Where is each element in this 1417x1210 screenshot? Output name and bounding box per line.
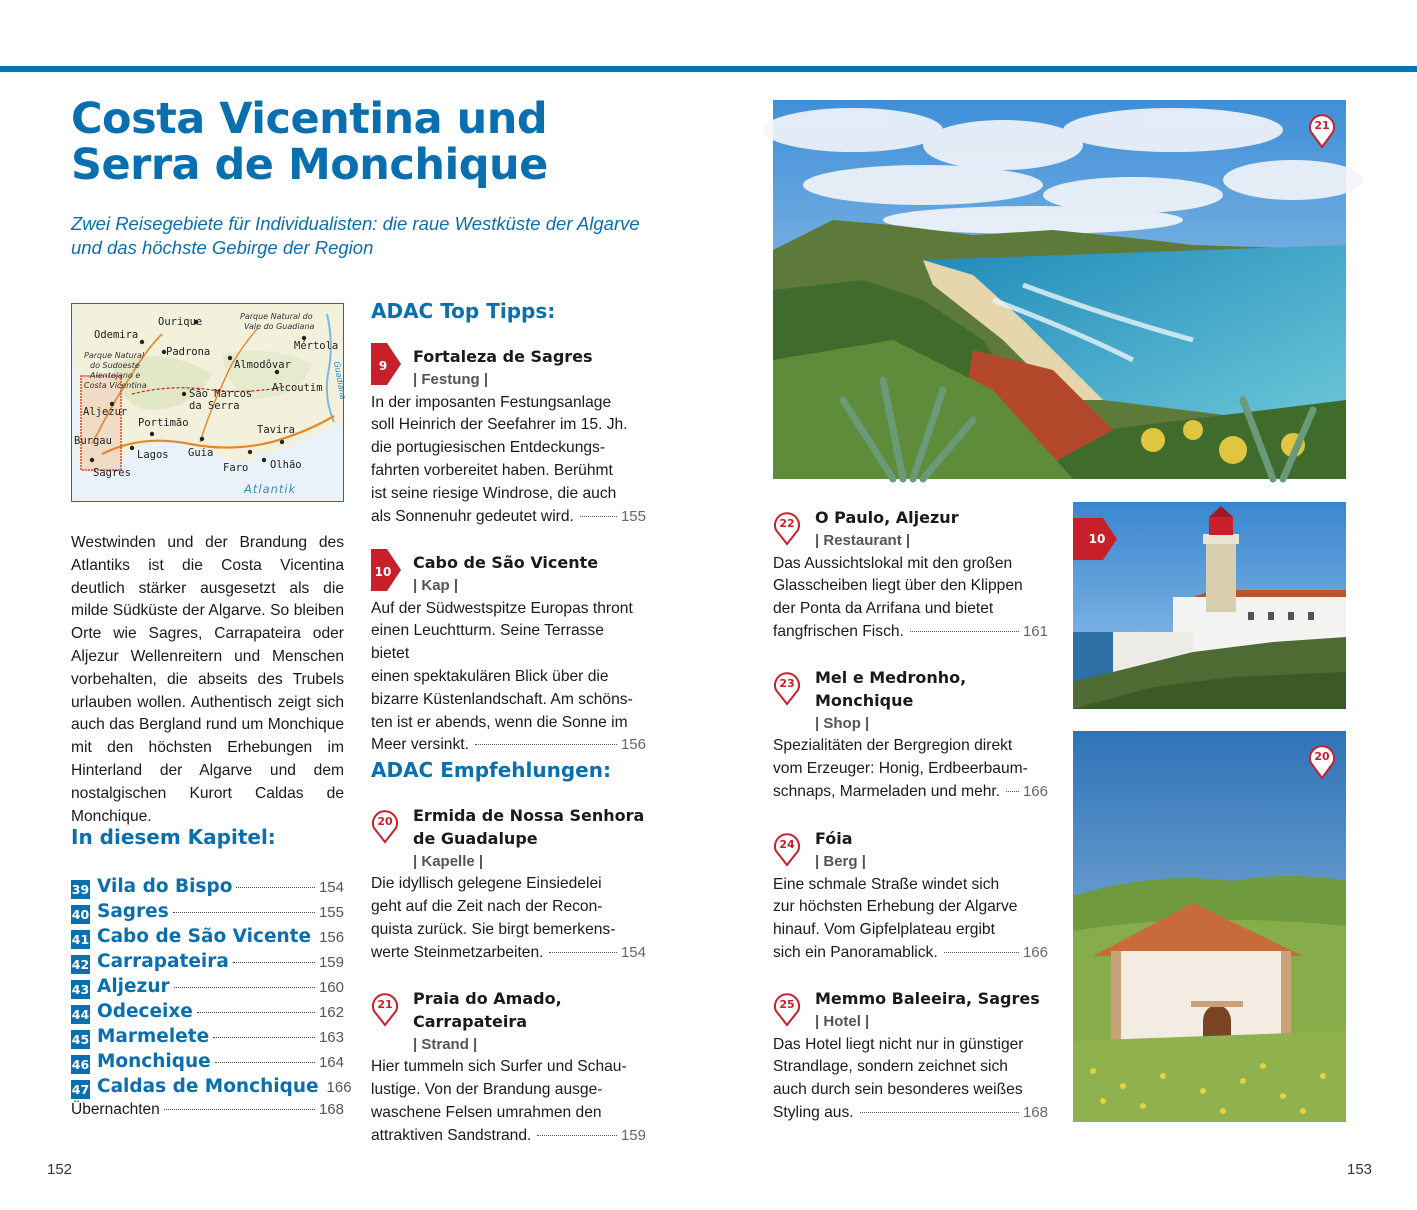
- page-number-right: 153: [1347, 1161, 1373, 1178]
- pin-number: 21: [1314, 119, 1330, 132]
- top-tip-number: 9: [378, 359, 388, 373]
- chapter-number: 45: [71, 1032, 90, 1047]
- chapter-name: Carrapateira: [97, 951, 229, 972]
- top-rule: [0, 66, 1417, 72]
- chapter-list: [71, 876, 352, 1126]
- top-tip-marker-icon: [371, 343, 401, 385]
- chapter-entry[interactable]: [71, 1076, 352, 1101]
- chapter-page: 166: [326, 1079, 352, 1096]
- chapel-photo: [1073, 731, 1346, 1122]
- pin-number: 23: [779, 677, 795, 690]
- top-tip-entry[interactable]: 10 Cabo de São Vicente | Kap | Auf der Südwestspitze Europas thront einen Leuchtturm. Seine Terrasse bietet einen spektakulären Blick über die bizarre Küstenlandschaft. Am schöns- ten ist er abends, wenn die Sonne im Meer versinkt. 156: [371, 552, 646, 757]
- map-label-almodovar: Almodôvar: [234, 359, 291, 371]
- chapter-name: Aljezur: [97, 976, 170, 997]
- recommendation-page: 161: [1022, 622, 1048, 640]
- chapter-name: Vila do Bispo: [97, 876, 233, 897]
- recommendation-title: Ermida de Nossa Senhora: [413, 806, 645, 825]
- map-label-parque-sw-4: Costa Vicentina: [84, 381, 147, 390]
- map-pin-icon: [371, 991, 399, 1027]
- map-pin-icon: [371, 808, 399, 844]
- recommendation-title: Mel e Medronho,: [815, 668, 967, 687]
- recommendation-page: 159: [620, 1126, 646, 1144]
- chapter-page: 164: [318, 1054, 344, 1071]
- chapter-entry[interactable]: [71, 951, 344, 976]
- top-tip-number: 10: [374, 565, 392, 579]
- map-pin-icon: [773, 991, 801, 1027]
- recommendation-entry[interactable]: 22 O Paulo, Aljezur | Restaurant | Das Aussichtslokal mit den großen Glasscheiben liegt über den Klippen der Ponta da Arrifana und bietet fangfrischen Fisch. 161: [773, 507, 1048, 644]
- map-label-tavira: Tavira: [257, 424, 295, 436]
- chapter-entry[interactable]: [71, 876, 344, 901]
- chapter-name: Marmelete: [97, 1026, 210, 1047]
- map-label-lagos: Lagos: [137, 449, 169, 461]
- region-map: [71, 303, 348, 502]
- chapter-page: 155: [318, 904, 344, 921]
- pin-number: 25: [779, 998, 795, 1011]
- chapter-list-heading: In diesem Kapitel:: [71, 825, 276, 849]
- chapel-photo-pin-icon: [1308, 742, 1336, 780]
- map-pin-icon: [773, 831, 801, 867]
- map-label-sagres: Sagres: [93, 467, 131, 479]
- chapter-name: Odeceixe: [97, 1001, 193, 1022]
- intro-text: Westwinden und der Brandung des Atlantiks ist die Costa Vicentina deutlich stärker ausgesetzt als die milde Südküste der Algarve. So bleiben Orte wie Sagres, Carrapateira oder Aljezur Wellenreitern und Menschen vorbehalten, die abseits des Trubels urlauben wollen. Authentisch zeigt sich auch das Bergland rund um Monchique mit den höchsten Erhebungen im Hinterland der Algarve und dem nostalgischen Kurort Caldas de Monchique.: [71, 534, 344, 825]
- map-label-parque-sw-2: do Sudoeste: [90, 361, 140, 370]
- recommendation-entry[interactable]: 25 Memmo Baleeira, Sagres | Hotel | Das Hotel liegt nicht nur in günstiger Strandlage, sondern zeichnet sich auch durch sein besonderes weißes Styling aus. 168: [773, 988, 1048, 1125]
- beach-photo: [773, 100, 1346, 479]
- pin-number: 24: [779, 838, 795, 851]
- overnight-entry[interactable]: [71, 1101, 344, 1126]
- chapter-number: 41: [71, 932, 90, 947]
- chapter-entry[interactable]: [71, 1051, 344, 1076]
- chapter-page: 162: [318, 1004, 344, 1021]
- map-label-odemira: Odemira: [94, 329, 139, 341]
- recommendation-title: Memmo Baleeira, Sagres: [815, 989, 1040, 1008]
- recommendation-title: de Guadalupe: [413, 828, 538, 848]
- chapter-entry[interactable]: [71, 1026, 344, 1051]
- recommendations-heading: ADAC Empfehlungen:: [371, 758, 611, 782]
- marker-number: 10: [1088, 532, 1106, 546]
- pin-number: 20: [377, 815, 393, 828]
- lighthouse-photo-marker-icon: [1073, 518, 1117, 560]
- map-label-guadiana: Guadiana: [332, 360, 348, 401]
- chapter-page: 159: [318, 954, 344, 971]
- recommendation-entry[interactable]: 23 Mel e Medronho, Monchique | Shop | Spezialitäten der Bergregion direkt vom Erzeuger: Honig, Erdbeerbaum- schnaps, Marmeladen und mehr. 166: [773, 667, 1048, 804]
- map-label-burgau: Burgau: [74, 435, 112, 447]
- top-tip-category: | Festung |: [413, 370, 489, 388]
- top-tip-page: 155: [620, 507, 646, 525]
- recommendation-page: 154: [620, 943, 646, 961]
- map-label-sao-marcos-1: São Marcos: [189, 388, 253, 400]
- map-label-guia: Guia: [188, 447, 214, 459]
- pin-number: 20: [1314, 750, 1330, 763]
- top-tip-category: | Kap |: [413, 576, 459, 594]
- pin-number: 22: [779, 517, 795, 530]
- recommendation-title: Fóia: [815, 829, 853, 848]
- chapter-number: 47: [71, 1082, 90, 1097]
- chapter-page: 163: [318, 1029, 344, 1046]
- top-tips-heading: ADAC Top Tipps:: [371, 299, 556, 323]
- recommendation-page: 168: [1022, 1103, 1048, 1121]
- map-label-parque-vale-2: Vale do Guadiana: [244, 322, 315, 331]
- chapter-number: 46: [71, 1057, 90, 1072]
- chapter-page: 160: [318, 979, 344, 996]
- recommendation-title: Praia do Amado, Carrapateira: [413, 989, 562, 1031]
- chapter-title: Costa Vicentina und Serra de Monchique: [71, 94, 548, 190]
- overnight-page: 168: [318, 1101, 344, 1118]
- map-label-faro: Faro: [223, 462, 249, 474]
- page-number-left: 152: [47, 1161, 73, 1178]
- map-label-parque-sw-1: Parque Natural: [84, 351, 145, 360]
- chapter-entry[interactable]: [71, 976, 344, 1001]
- chapter-number: 42: [71, 957, 90, 972]
- map-label-padrona: Padrona: [166, 346, 211, 358]
- chapter-entry[interactable]: [71, 1001, 344, 1026]
- map-label-portimao: Portimão: [138, 417, 189, 429]
- recommendation-category: | Hotel |: [815, 1012, 870, 1030]
- top-tip-page: 156: [620, 736, 646, 754]
- recommendation-entry[interactable]: 24 Fóia | Berg | Eine schmale Straße windet sich zur höchsten Erhebung der Algarve hinauf. Vom Gipfelplateau ergibt sich ein Panoramablick. 166: [773, 828, 1048, 965]
- map-label-olhao: Olhão: [270, 459, 302, 471]
- pin-number: 21: [377, 998, 393, 1011]
- top-tip-title: Fortaleza de Sagres: [413, 347, 593, 366]
- chapter-subtitle: Zwei Reisegebiete für Individualisten: die raue Westküste der Algarve und das höchste Gebirge der Region: [71, 213, 640, 258]
- map-label-aljezur: Aljezur: [83, 406, 128, 418]
- recommendation-title: O Paulo, Aljezur: [815, 508, 959, 527]
- recommendation-category: | Strand |: [413, 1035, 478, 1053]
- chapter-entry[interactable]: [71, 901, 344, 926]
- recommendation-title: Monchique: [815, 690, 914, 710]
- chapter-entry[interactable]: [71, 926, 344, 951]
- recommendation-category: | Shop |: [815, 714, 870, 732]
- map-label-parque-vale-1: Parque Natural do: [240, 312, 313, 321]
- recommendation-page: 166: [1022, 782, 1048, 800]
- chapter-name: Caldas de Monchique: [97, 1076, 319, 1097]
- top-tip-marker-icon: [371, 549, 401, 591]
- chapter-number: 44: [71, 1007, 90, 1022]
- chapter-page: 154: [318, 879, 344, 896]
- chapter-page: 156: [319, 929, 345, 946]
- chapter-number: 40: [71, 907, 90, 922]
- map-label-parque-sw-3: Alentejano e: [90, 371, 141, 380]
- recommendation-category: | Kapelle |: [413, 852, 484, 870]
- map-pin-icon: [773, 510, 801, 546]
- chapter-name: Monchique: [97, 1051, 211, 1072]
- overnight-name: Übernachten: [71, 1101, 160, 1118]
- region-map-graphic: [72, 304, 348, 501]
- recommendation-entry[interactable]: 20 Ermida de Nossa Senhora de Guadalupe | Kapelle | Die idyllisch gelegene Einsiedelei geht auf die Zeit nach der Recon- quista zurück. Sie birgt bemerkens- werte Steinmetzarbeiten. 154: [371, 805, 646, 965]
- chapter-name: Sagres: [97, 901, 169, 922]
- top-tip-entry[interactable]: 9 Fortaleza de Sagres | Festung | In der imposanten Festungsanlage soll Heinrich der Seefahrer im 15. Jh. die portugiesischen Entdeckungs- fahrten vorbereitet haben. Berühmt ist seine riesige Windrose, die auch als Sonnenuhr gedeutet wird. 155: [371, 346, 646, 528]
- recommendation-entry[interactable]: 21 Praia do Amado, Carrapateira | Strand | Hier tummeln sich Surfer und Schau- lustige. Von der Brandung ausge- waschene Felsen umrahmen den attraktiven Sandstrand. 159: [371, 988, 646, 1148]
- chapter-number: 39: [71, 882, 90, 897]
- map-label-mertola: Mértola: [294, 340, 339, 352]
- map-label-atlantik: Atlantik: [244, 482, 297, 496]
- top-tip-title: Cabo de São Vicente: [413, 553, 599, 572]
- map-label-alcoutim: Alcoutim: [272, 382, 323, 394]
- map-pin-icon: [773, 670, 801, 706]
- map-label-ourique: Ourique: [158, 316, 203, 328]
- recommendation-page: 166: [1022, 943, 1048, 961]
- map-label-sao-marcos-2: da Serra: [189, 400, 240, 412]
- beach-photo-pin-icon: [1308, 111, 1336, 149]
- recommendation-category: | Berg |: [815, 852, 866, 870]
- recommendation-category: | Restaurant |: [815, 531, 911, 549]
- chapter-number: 43: [71, 982, 90, 997]
- chapter-name: Cabo de São Vicente: [97, 926, 312, 947]
